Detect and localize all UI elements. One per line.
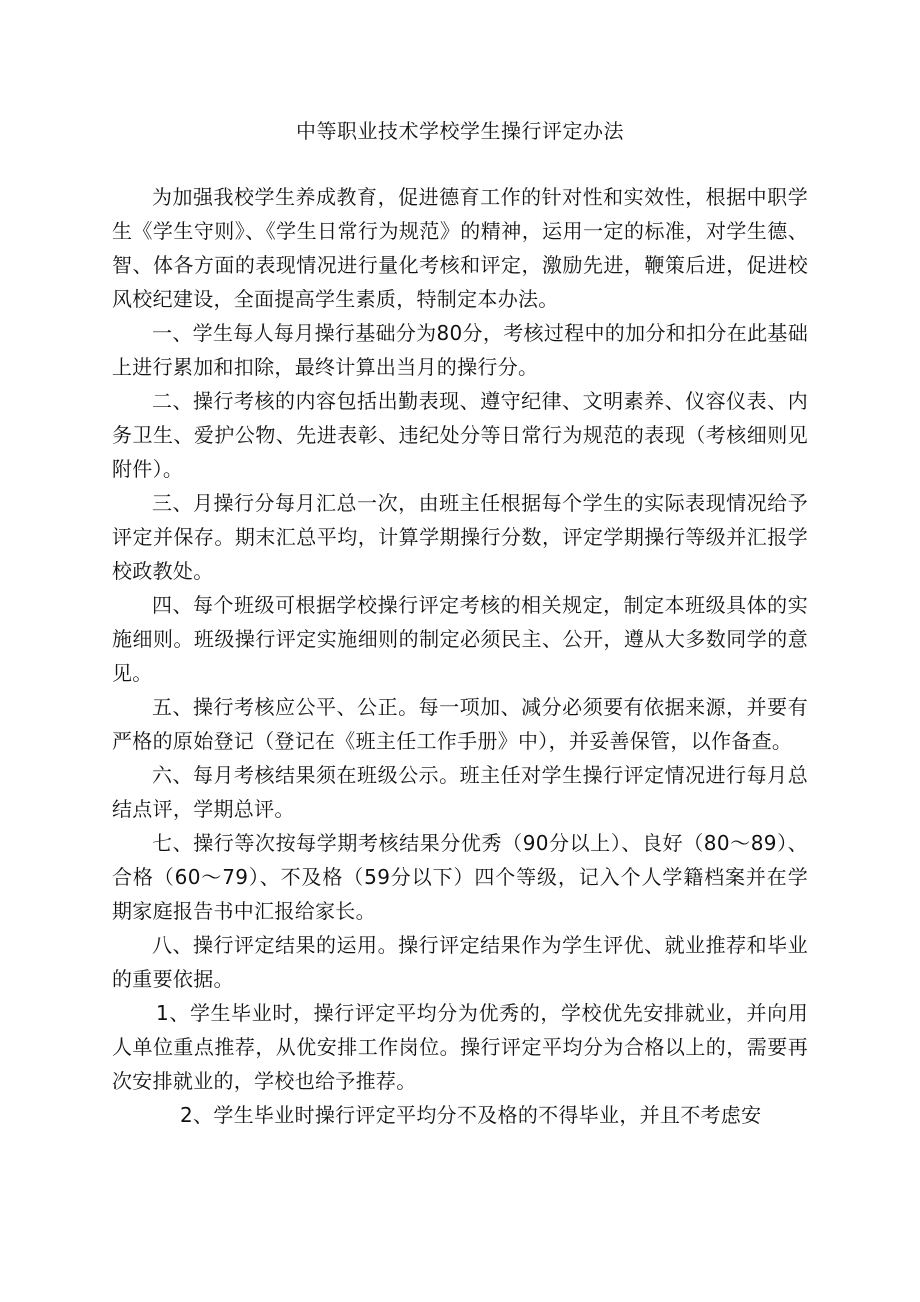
paragraph-sub-item-1: 1、学生毕业时，操行评定平均分为优秀的，学校优先安排就业，并向用人单位重点推荐，从优安排工作岗位。操行评定平均分为合格以上的，需要再次安排就业的，学校也给予推荐。 bbox=[112, 1001, 808, 1093]
document-body bbox=[112, 180, 808, 1132]
paragraph-intro: 为加强我校学生养成教育，促进德育工作的针对性和实效性，根据中职学生《学生守则》、《学生日常行为规范》的精神，运用一定的标准，对学生德、智、体各方面的表现情况进行量化考核和评定，激励先进，鞭策后进，促进校风校纪建设，全面提高学生素质，特制定本办法。 bbox=[112, 185, 808, 311]
paragraph-sub-item-2: 2、学生毕业时操行评定平均分不及格的不得毕业，并且不考虑安 bbox=[180, 1103, 762, 1127]
paragraph-article-6: 六、每月考核结果须在班级公示。班主任对学生操行评定情况进行每月总结点评，学期总评。 bbox=[112, 763, 808, 821]
paragraph-article-8: 八、操行评定结果的运用。操行评定结果作为学生评优、就业推荐和毕业的重要依据。 bbox=[112, 933, 808, 991]
paragraph-article-4: 四、每个班级可根据学校操行评定考核的相关规定，制定本班级具体的实施细则。班级操行评定实施细则的制定必须民主、公开，遵从大多数同学的意见。 bbox=[112, 593, 808, 685]
document-title: 中等职业技术学校学生操行评定办法 bbox=[296, 119, 624, 143]
paragraph-article-3: 三、月操行分每月汇总一次，由班主任根据每个学生的实际表现情况给予评定并保存。期末汇总平均，计算学期操行分数，评定学期操行等级并汇报学校政教处。 bbox=[112, 491, 808, 583]
paragraph-article-5: 五、操行考核应公平、公正。每一项加、减分必须要有依据来源，并要有严格的原始登记（登记在《班主任工作手册》中），并妥善保管，以作备查。 bbox=[112, 695, 808, 753]
paragraph-article-2: 二、操行考核的内容包括出勤表现、遵守纪律、文明素养、仪容仪表、内务卫生、爱护公物、先进表彰、违纪处分等日常行为规范的表现（考核细则见附件）。 bbox=[112, 389, 808, 481]
paragraph-article-7: 七、操行等次按每学期考核结果分优秀（90分以上）、良好（80～89）、合格（60～79）、不及格（59分以下）四个等级，记入个人学籍档案并在学期家庭报告书中汇报给家长。 bbox=[112, 831, 808, 923]
paragraph-article-1: 一、学生每人每月操行基础分为80分，考核过程中的加分和扣分在此基础上进行累加和扣除，最终计算出当月的操行分。 bbox=[112, 321, 808, 379]
